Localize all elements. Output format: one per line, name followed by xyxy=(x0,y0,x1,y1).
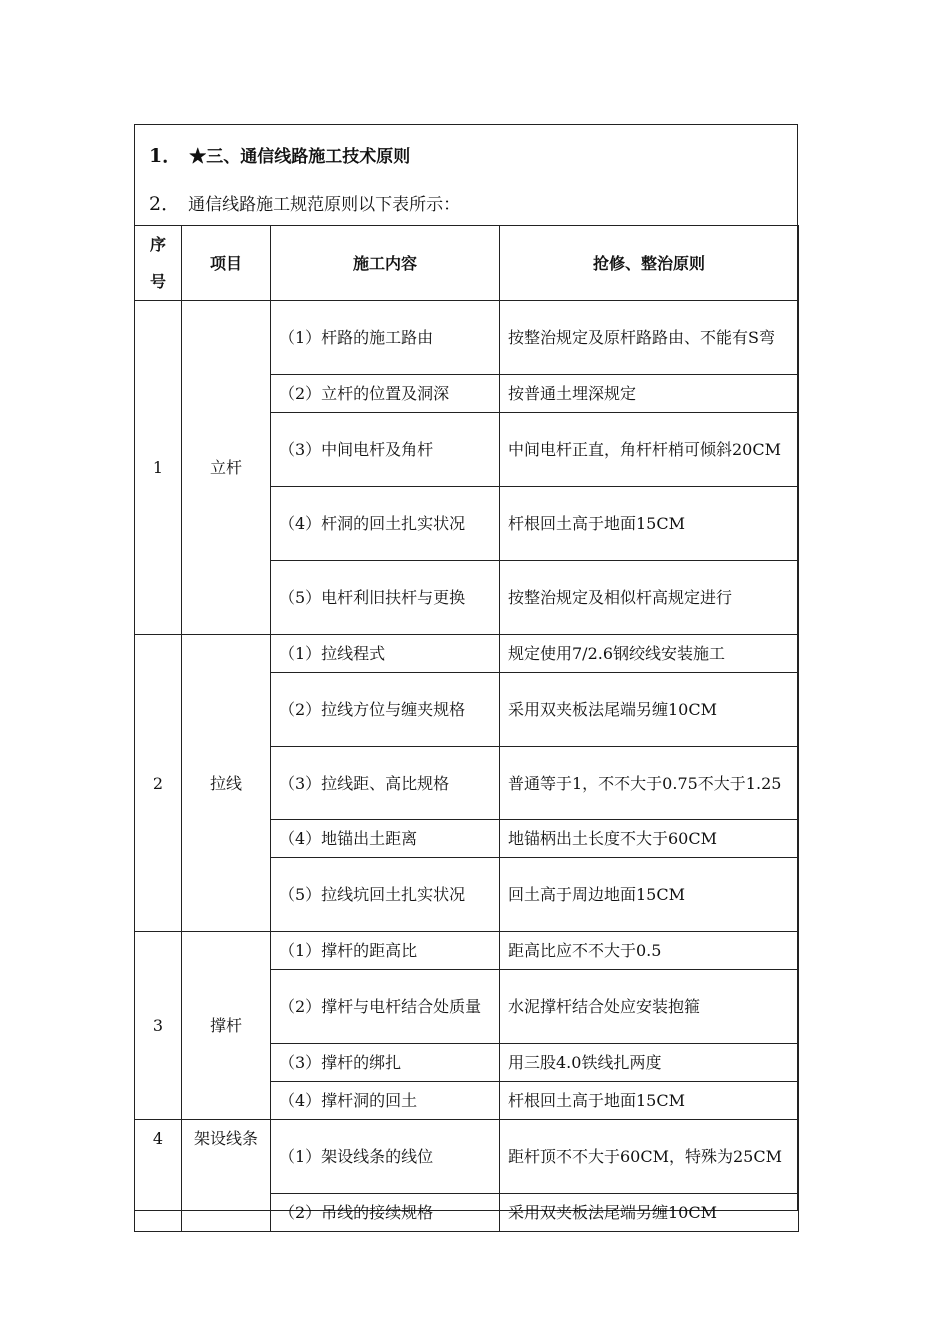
row-item: 撑杆 xyxy=(182,932,271,1120)
table-row xyxy=(135,301,799,375)
row-rule: 杆根回土高于地面15CM xyxy=(500,1082,799,1120)
row-content: （5）电杆利旧扶杆与更换 xyxy=(271,561,500,635)
row-rule: 按整治规定及相似杆高规定进行 xyxy=(500,561,799,635)
header-rule: 抢修、整治原则 xyxy=(500,226,799,301)
row-rule: 回土高于周边地面15CM xyxy=(500,858,799,932)
row-content: （4）杆洞的回土扎实状况 xyxy=(271,487,500,561)
row-content: （1）撑杆的距高比 xyxy=(271,932,500,970)
section-heading xyxy=(149,147,410,166)
row-rule: 采用双夹板法尾端另缠10CM xyxy=(500,673,799,747)
intro-text: 通信线路施工规范原则以下表所示： xyxy=(188,195,461,215)
row-rule: 采用双夹板法尾端另缠10CM xyxy=(500,1194,799,1232)
row-rule: 规定使用7/2.6钢绞线安装施工 xyxy=(500,635,799,673)
row-content: （4）撑杆洞的回土 xyxy=(271,1082,500,1120)
row-seq: 3 xyxy=(135,932,182,1120)
header-seq: 序 号 xyxy=(135,226,182,301)
row-rule: 按普通土埋深规定 xyxy=(500,375,799,413)
header-content: 施工内容 xyxy=(271,226,500,301)
row-content: （3）撑杆的绑扎 xyxy=(271,1044,500,1082)
table-row xyxy=(135,932,799,970)
row-seq: 1 xyxy=(135,301,182,635)
row-rule: 普通等于1，不不大于0.75不大于1.25 xyxy=(500,747,799,820)
header-item: 项目 xyxy=(182,226,271,301)
table-row xyxy=(135,635,799,673)
row-item: 架设线条 xyxy=(182,1120,271,1232)
row-content: （5）拉线坑回土扎实状况 xyxy=(271,858,500,932)
document-frame xyxy=(134,124,798,1222)
row-rule: 距杆顶不不大于60CM，特殊为25CM xyxy=(500,1120,799,1194)
row-seq: 2 xyxy=(135,635,182,932)
intro-number: 2． xyxy=(149,193,181,215)
row-content: （1）拉线程式 xyxy=(271,635,500,673)
heading-text: ★三、通信线路施工技术原则 xyxy=(189,147,411,167)
row-rule: 距高比应不不大于0.5 xyxy=(500,932,799,970)
row-rule: 杆根回土高于地面15CM xyxy=(500,487,799,561)
row-item: 立杆 xyxy=(182,301,271,635)
table-row xyxy=(135,1120,799,1194)
row-rule: 按整治规定及原杆路路由、不能有S弯 xyxy=(500,301,799,375)
row-content: （1）杆路的施工路由 xyxy=(271,301,500,375)
row-content: （2）撑杆与电杆结合处质量 xyxy=(271,970,500,1044)
row-content: （3）拉线距、高比规格 xyxy=(271,747,500,820)
row-content: （2）拉线方位与缠夹规格 xyxy=(271,673,500,747)
heading-number: 1． xyxy=(149,145,182,167)
row-rule: 水泥撑杆结合处应安装抱箍 xyxy=(500,970,799,1044)
section-intro xyxy=(149,195,460,214)
row-content: （2）吊线的接续规格 xyxy=(271,1194,500,1232)
row-rule: 用三股4.0铁线扎两度 xyxy=(500,1044,799,1082)
row-content: （1）架设线条的线位 xyxy=(271,1120,500,1194)
row-content: （4）地锚出土距离 xyxy=(271,820,500,858)
spec-table xyxy=(134,225,799,1232)
row-item: 拉线 xyxy=(182,635,271,932)
row-rule: 中间电杆正直，角杆杆梢可倾斜20CM xyxy=(500,413,799,487)
row-content: （3）中间电杆及角杆 xyxy=(271,413,500,487)
row-seq: 4 xyxy=(135,1120,182,1232)
row-content: （2）立杆的位置及洞深 xyxy=(271,375,500,413)
table-header-row xyxy=(135,226,799,301)
row-rule: 地锚柄出土长度不大于60CM xyxy=(500,820,799,858)
